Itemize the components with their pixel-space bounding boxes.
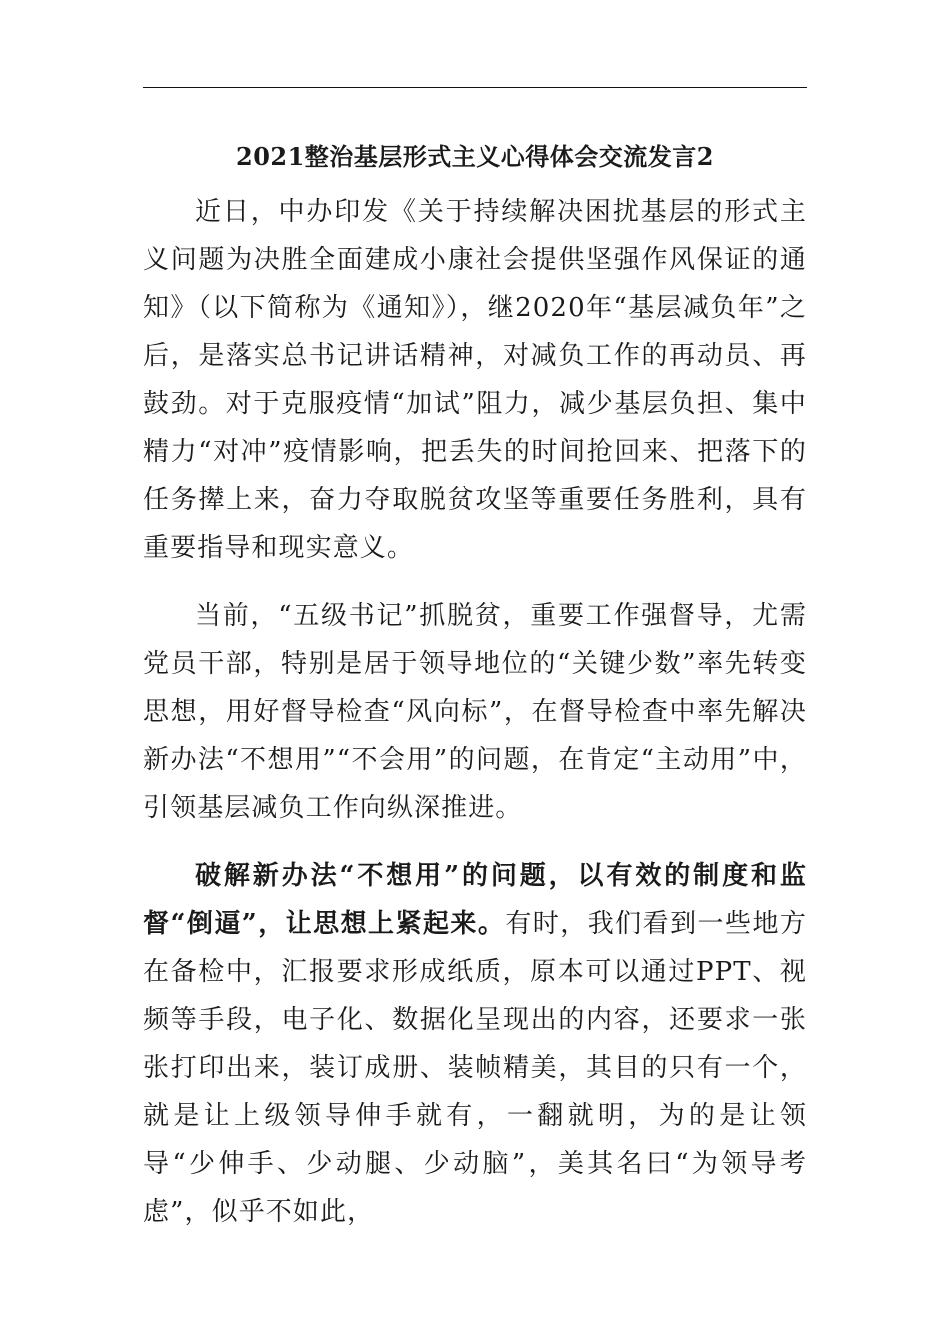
paragraph-1 [143,188,807,572]
document-body [143,188,807,1236]
paragraph-3 [143,852,807,1236]
paragraph-3-bold-lead: 破解新办法“不想用”的问题，以有效的制度和监督“倒逼”，让思想上紧起来。 [143,861,807,939]
paragraph-1-text: 近日，中办印发《关于持续解决困扰基层的形式主义问题为决胜全面建成小康社会提供坚强作风保证的通知》（以下简称为《通知》），继2020年“基层减负年”之后，是落实总书记讲话精神，对减负工作的再动员、再鼓劲。对于克服疫情“加试”阻力，减少基层负担、集中精力“对冲”疫情影响，把丢失的时间抢回来、把落下的任务撵上来，奋力夺取脱贫攻坚等重要任务胜利，具有重要指导和现实意义。 [143,197,807,563]
header-rule [143,87,807,88]
paragraph-3-text: 有时，我们看到一些地方在备检中，汇报要求形成纸质，原本可以通过PPT、视频等手段，电子化、数据化呈现出的内容，还要求一张张打印出来，装订成册、装帧精美，其目的只有一个，就是让上级领导伸手就有，一翻就明，为的是让领导“少伸手、少动腿、少动脑”，美其名曰“为领导考虑”，似乎不如此， [143,909,808,1227]
paragraph-2-text: 当前，“五级书记”抓脱贫，重要工作强督导，尤需党员干部，特别是居于领导地位的“关键少数”率先转变思想，用好督导检查“风向标”，在督导检查中率先解决新办法“不想用”“不会用”的问题，在肯定“主动用”中，引领基层减负工作向纵深推进。 [143,601,807,823]
document-title: 2021整治基层形式主义心得体会交流发言2 [236,142,714,171]
paragraph-2 [143,592,807,832]
